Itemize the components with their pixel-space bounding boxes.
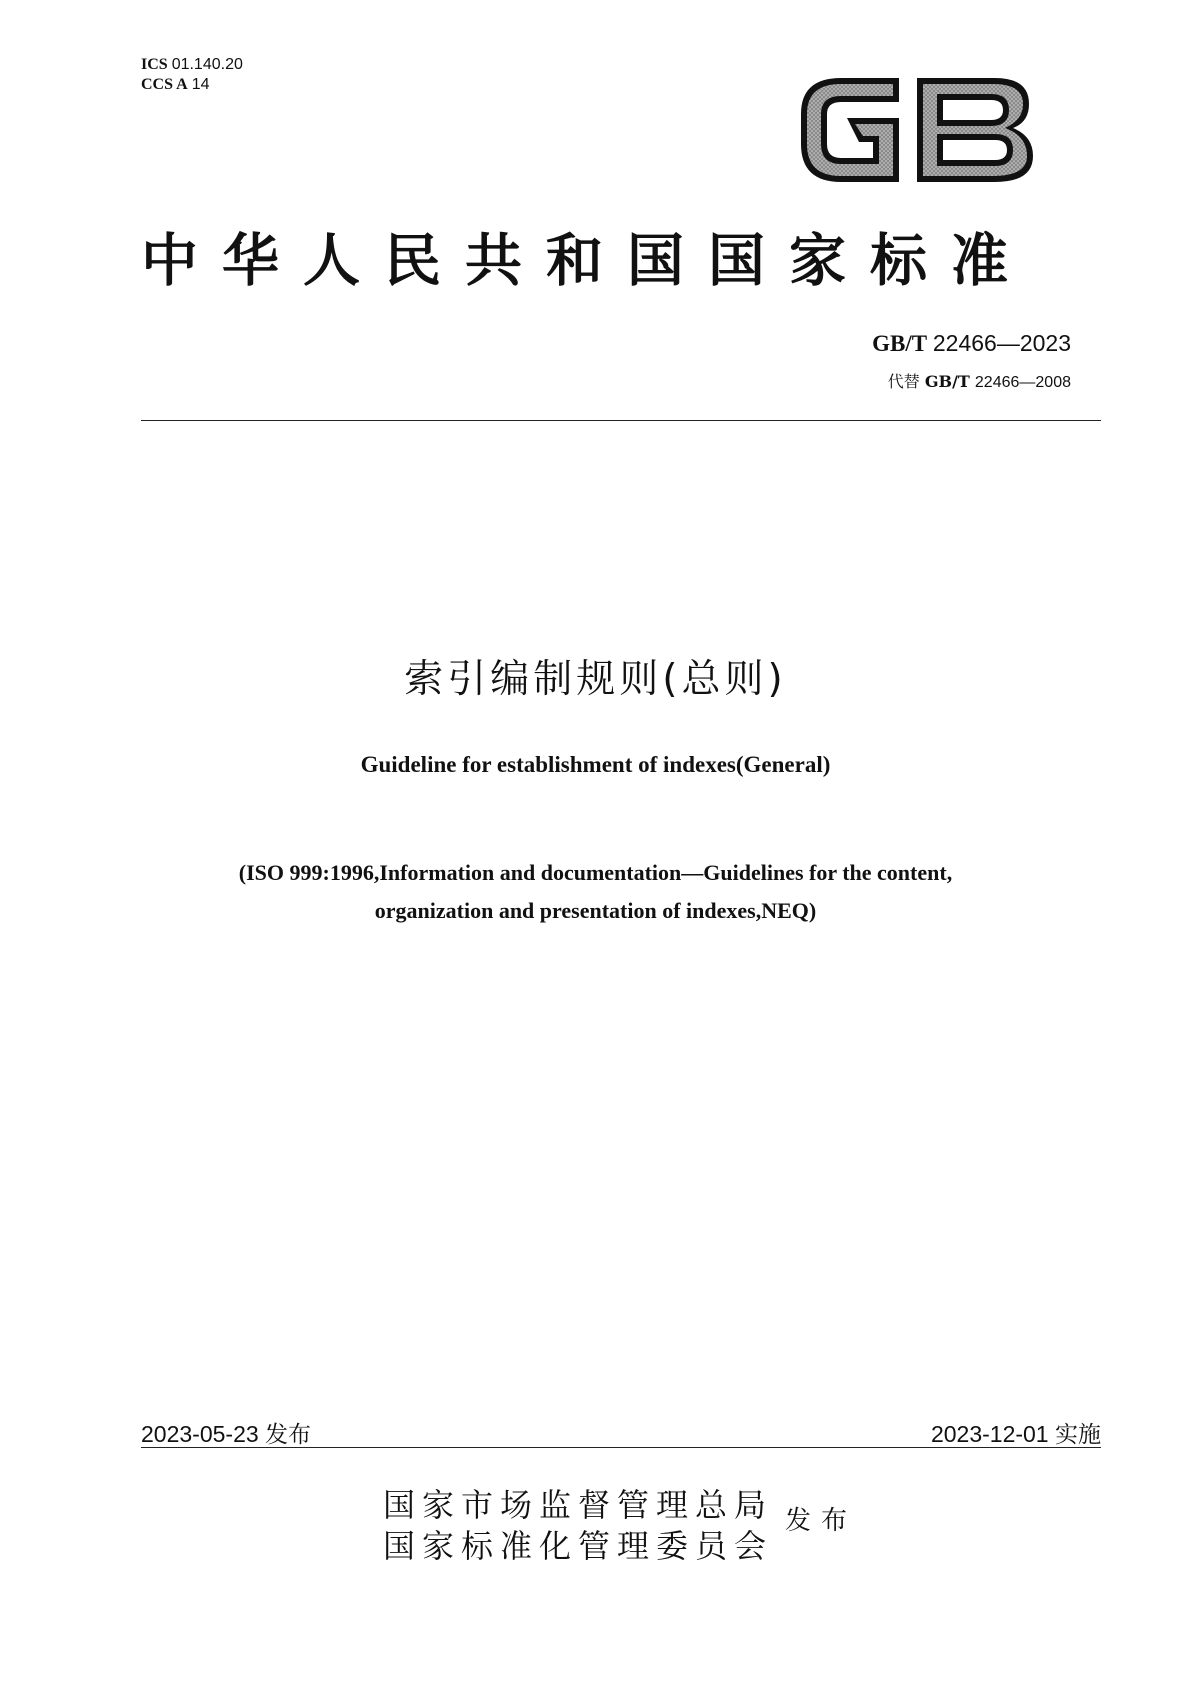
replaces-prefix: GB/T [924,372,970,391]
implementation-date-value: 2023-12-01 [930,1421,1049,1447]
english-title: Guideline for establishment of indexes(General) [360,752,831,777]
equivalence-line-2: organization and presentation of indexes,NEQ) [374,898,817,923]
national-standard-heading: 中华人民共和国国家标准 [141,227,1032,294]
logo-letter-b [917,78,1033,182]
ccs-value: 14 [191,76,210,93]
issuing-body-samr: 国家市场监督管理总局 [383,1486,774,1524]
chinese-title: 索引编制规则(总则) [404,657,787,702]
standard-number-prefix: GB/T [872,331,928,356]
issue-date-value: 2023-05-23 [141,1421,259,1447]
implementation-date [931,1416,1101,1449]
replaces-standard [888,369,1071,392]
replaces-label: 代替 [887,372,920,391]
standard-number-value: 22466—2023 [932,330,1071,356]
publish-label: 发布 [785,1506,858,1536]
ccs-code [141,75,243,95]
ics-label: ICS [141,56,168,73]
replaces-number: 22466—2008 [974,374,1071,391]
equivalence-line-1: (ISO 999:1996,Information and documentation—Guidelines for the content, [238,860,953,885]
issuing-body-sac: 国家标准化管理委员会 [383,1527,774,1565]
ics-code [141,55,243,75]
ics-value: 01.140.20 [171,56,243,73]
gb-logo [795,66,1035,194]
issue-date-label: 发布 [265,1422,312,1448]
issue-date [141,1416,311,1449]
classification-codes [141,55,243,95]
ccs-label: CCS A [141,76,188,93]
logo-letter-g [801,78,899,182]
standard-number [872,330,1071,357]
header-divider [141,420,1101,421]
implementation-date-label: 实施 [1055,1422,1101,1448]
footer-divider [141,1447,1101,1448]
